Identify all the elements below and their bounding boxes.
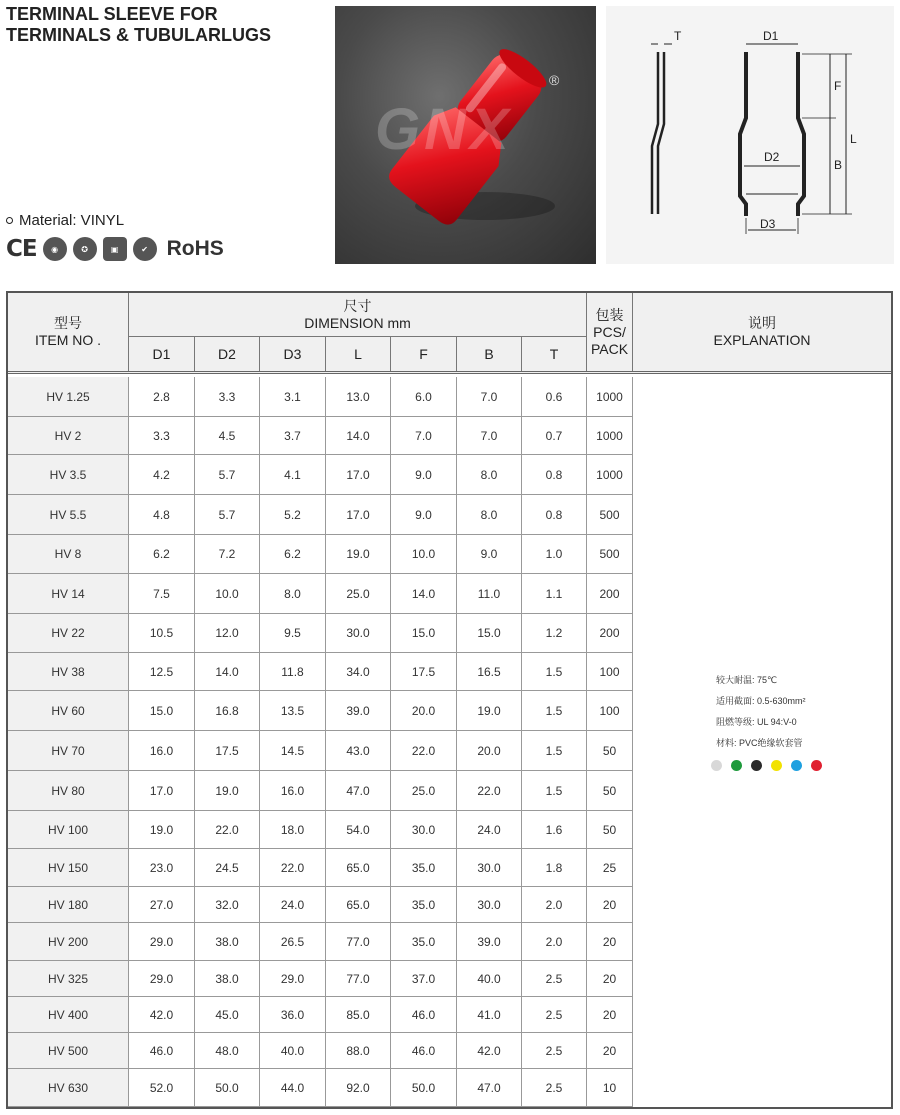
table-cell: 24.0: [260, 887, 326, 922]
table-cell: 14.5: [260, 731, 326, 770]
item-no-cell: HV 180: [8, 887, 129, 922]
table-cell: 1.5: [522, 691, 587, 730]
table-cell: 1.6: [522, 811, 587, 848]
table-row: [8, 731, 633, 771]
item-no-cell: HV 14: [8, 574, 129, 613]
table-cell: 39.0: [457, 923, 522, 960]
item-no-cell: HV 80: [8, 771, 129, 810]
table-cell: 13.5: [260, 691, 326, 730]
label-d2: D2: [764, 150, 780, 164]
item-no-cell: HV 150: [8, 849, 129, 886]
table-cell: 14.0: [195, 653, 260, 690]
table-cell: 30.0: [457, 849, 522, 886]
table-cell: 8.0: [457, 495, 522, 534]
item-no-cell: HV 5.5: [8, 495, 129, 534]
table-cell: 92.0: [326, 1069, 391, 1106]
table-cell: 15.0: [129, 691, 195, 730]
table-cell: 0.6: [522, 377, 587, 416]
label-d1: D1: [763, 29, 779, 43]
table-cell: 10: [587, 1069, 633, 1106]
table-cell: 36.0: [260, 997, 326, 1032]
table-cell: 9.5: [260, 614, 326, 652]
table-cell: 25: [587, 849, 633, 886]
table-cell: 14.0: [391, 574, 457, 613]
table-cell: 10.5: [129, 614, 195, 652]
table-cell: 9.0: [457, 535, 522, 573]
table-cell: 1.0: [522, 535, 587, 573]
table-cell: 2.8: [129, 377, 195, 416]
table-cell: 12.0: [195, 614, 260, 652]
color-swatch: [711, 760, 722, 771]
table-cell: 38.0: [195, 961, 260, 996]
certification-seal-icon: ✪: [73, 237, 97, 261]
table-cell: 2.5: [522, 1069, 587, 1106]
table-cell: 1.5: [522, 731, 587, 770]
table-cell: 0.8: [522, 495, 587, 534]
item-no-cell: HV 3.5: [8, 455, 129, 494]
table-cell: 7.5: [129, 574, 195, 613]
table-cell: 26.5: [260, 923, 326, 960]
item-no-cell: HV 22: [8, 614, 129, 652]
table-cell: 4.8: [129, 495, 195, 534]
explanation-line: 适用截面: 0.5-630mm²: [716, 696, 806, 706]
table-cell: 19.0: [195, 771, 260, 810]
table-cell: 100: [587, 691, 633, 730]
header-col-d2: D2: [195, 337, 260, 371]
table-cell: 3.3: [129, 417, 195, 454]
table-cell: 30.0: [326, 614, 391, 652]
table-cell: 38.0: [195, 923, 260, 960]
certification-logos: [6, 236, 224, 262]
color-swatch: [791, 760, 802, 771]
material-text: Material: VINYL: [19, 212, 125, 229]
table-cell: 3.7: [260, 417, 326, 454]
explanation-lines: [716, 670, 806, 754]
table-cell: 1.5: [522, 771, 587, 810]
table-cell: 17.5: [195, 731, 260, 770]
table-row: [8, 771, 633, 811]
table-row: [8, 1033, 633, 1069]
table-cell: 19.0: [326, 535, 391, 573]
table-cell: 5.2: [260, 495, 326, 534]
table-cell: 0.7: [522, 417, 587, 454]
color-swatch: [771, 760, 782, 771]
table-cell: 29.0: [260, 961, 326, 996]
table-cell: 47.0: [457, 1069, 522, 1106]
label-d3: D3: [760, 217, 776, 231]
table-row: [8, 574, 633, 614]
table-cell: 9.0: [391, 495, 457, 534]
table-cell: 6.2: [129, 535, 195, 573]
table-row: [8, 417, 633, 455]
table-cell: 16.0: [260, 771, 326, 810]
table-cell: 35.0: [391, 849, 457, 886]
table-cell: 47.0: [326, 771, 391, 810]
table-cell: 200: [587, 574, 633, 613]
table-cell: 77.0: [326, 961, 391, 996]
header-pack: 包装 PCS/ PACK: [587, 293, 633, 371]
table-cell: 46.0: [391, 1033, 457, 1068]
table-cell: 50: [587, 771, 633, 810]
table-row: [8, 811, 633, 849]
table-cell: 20.0: [391, 691, 457, 730]
table-row: [8, 455, 633, 495]
table-cell: 41.0: [457, 997, 522, 1032]
table-cell: 19.0: [457, 691, 522, 730]
table-cell: 43.0: [326, 731, 391, 770]
watermark: GNX: [375, 97, 513, 162]
table-row: [8, 1069, 633, 1107]
table-row: [8, 997, 633, 1033]
table-row: [8, 923, 633, 961]
table-cell: 48.0: [195, 1033, 260, 1068]
cqc-seal-icon: ▣: [103, 237, 127, 261]
explanation-line: 较大耐温: 75℃: [716, 675, 778, 685]
item-no-cell: HV 70: [8, 731, 129, 770]
table-cell: 20: [587, 961, 633, 996]
rohs-logo: RoHS: [166, 237, 224, 260]
table-cell: 39.0: [326, 691, 391, 730]
header-col-t: T: [522, 337, 587, 371]
table-cell: 15.0: [391, 614, 457, 652]
table-cell: 22.0: [391, 731, 457, 770]
header-col-d1: D1: [129, 337, 195, 371]
header-explanation: 说明 EXPLANATION: [713, 315, 811, 348]
table-cell: 4.1: [260, 455, 326, 494]
table-cell: 20: [587, 887, 633, 922]
table-cell: 4.2: [129, 455, 195, 494]
table-row: [8, 535, 633, 574]
table-cell: 25.0: [391, 771, 457, 810]
table-cell: 7.2: [195, 535, 260, 573]
table-cell: 1.2: [522, 614, 587, 652]
table-cell: 42.0: [129, 997, 195, 1032]
table-cell: 22.0: [457, 771, 522, 810]
table-cell: 40.0: [260, 1033, 326, 1068]
label-l: L: [850, 132, 857, 146]
table-cell: 200: [587, 614, 633, 652]
item-no-cell: HV 100: [8, 811, 129, 848]
table-cell: 8.0: [260, 574, 326, 613]
table-cell: 46.0: [391, 997, 457, 1032]
table-cell: 7.0: [457, 377, 522, 416]
item-no-cell: HV 400: [8, 997, 129, 1032]
table-cell: 29.0: [129, 961, 195, 996]
table-cell: 1000: [587, 377, 633, 416]
table-cell: 2.5: [522, 1033, 587, 1068]
page-title: [6, 4, 271, 46]
table-row: [8, 887, 633, 923]
table-cell: 16.5: [457, 653, 522, 690]
header-col-d3: D3: [260, 337, 326, 371]
table-cell: 25.0: [326, 574, 391, 613]
table-cell: 17.5: [391, 653, 457, 690]
table-cell: 12.5: [129, 653, 195, 690]
header-item: 型号 ITEM NO .: [8, 293, 129, 371]
item-no-cell: HV 8: [8, 535, 129, 573]
table-cell: 50: [587, 731, 633, 770]
item-no-cell: HV 1.25: [8, 377, 129, 416]
header-col-b: B: [457, 337, 522, 371]
table-cell: 19.0: [129, 811, 195, 848]
table-cell: 20: [587, 997, 633, 1032]
table-cell: 27.0: [129, 887, 195, 922]
color-swatch: [751, 760, 762, 771]
table-cell: 45.0: [195, 997, 260, 1032]
table-cell: 20.0: [457, 731, 522, 770]
table-cell: 6.0: [391, 377, 457, 416]
table-cell: 8.0: [457, 455, 522, 494]
table-row: [8, 961, 633, 997]
table-cell: 17.0: [326, 495, 391, 534]
item-no-cell: HV 200: [8, 923, 129, 960]
color-swatches: [711, 760, 822, 771]
sgs-seal-icon: ✔: [133, 237, 157, 261]
title-line-1: TERMINAL SLEEVE FOR: [6, 4, 218, 24]
table-cell: 10.0: [195, 574, 260, 613]
table-cell: 2.5: [522, 997, 587, 1032]
item-no-cell: HV 630: [8, 1069, 129, 1106]
ce-mark-icon: CE: [6, 236, 37, 262]
item-no-cell: HV 500: [8, 1033, 129, 1068]
table-cell: 35.0: [391, 887, 457, 922]
table-cell: 40.0: [457, 961, 522, 996]
table-cell: 3.3: [195, 377, 260, 416]
dimension-drawing: [606, 6, 894, 264]
table-cell: 0.8: [522, 455, 587, 494]
title-line-2: TERMINALS & TUBULARLUGS: [6, 25, 271, 45]
registered-mark: ®: [549, 72, 560, 88]
table-cell: 24.5: [195, 849, 260, 886]
table-cell: 52.0: [129, 1069, 195, 1106]
quality-seal-icon: ◉: [43, 237, 67, 261]
table-cell: 1000: [587, 455, 633, 494]
table-row: [8, 653, 633, 691]
table-cell: 65.0: [326, 887, 391, 922]
table-row: [8, 691, 633, 731]
table-cell: 5.7: [195, 495, 260, 534]
label-f: F: [834, 79, 842, 93]
material-line: [6, 212, 124, 229]
table-cell: 5.7: [195, 455, 260, 494]
table-cell: 35.0: [391, 923, 457, 960]
table-cell: 16.0: [129, 731, 195, 770]
table-cell: 500: [587, 495, 633, 534]
item-no-cell: HV 2: [8, 417, 129, 454]
table-cell: 30.0: [391, 811, 457, 848]
header-col-f: F: [391, 337, 457, 371]
table-cell: 24.0: [457, 811, 522, 848]
table-cell: 46.0: [129, 1033, 195, 1068]
table-cell: 11.8: [260, 653, 326, 690]
table-cell: 54.0: [326, 811, 391, 848]
table-cell: 32.0: [195, 887, 260, 922]
table-cell: 7.0: [457, 417, 522, 454]
table-cell: 2.5: [522, 961, 587, 996]
table-header: [8, 293, 891, 374]
table-cell: 85.0: [326, 997, 391, 1032]
table-cell: 7.0: [391, 417, 457, 454]
table-cell: 10.0: [391, 535, 457, 573]
table-row: [8, 614, 633, 653]
table-cell: 3.1: [260, 377, 326, 416]
color-swatch: [811, 760, 822, 771]
table-cell: 88.0: [326, 1033, 391, 1068]
header-col-l: L: [326, 337, 391, 371]
table-cell: 23.0: [129, 849, 195, 886]
table-cell: 37.0: [391, 961, 457, 996]
table-cell: 15.0: [457, 614, 522, 652]
table-cell: 34.0: [326, 653, 391, 690]
table-cell: 22.0: [260, 849, 326, 886]
table-cell: 65.0: [326, 849, 391, 886]
table-cell: 13.0: [326, 377, 391, 416]
table-row: [8, 377, 633, 417]
label-t: T: [674, 29, 682, 43]
table-cell: 17.0: [129, 771, 195, 810]
table-cell: 50.0: [391, 1069, 457, 1106]
table-cell: 29.0: [129, 923, 195, 960]
product-photo: [335, 6, 596, 264]
table-cell: 6.2: [260, 535, 326, 573]
item-no-cell: HV 38: [8, 653, 129, 690]
table-cell: 17.0: [326, 455, 391, 494]
sleeve-diagram: [606, 6, 894, 264]
table-cell: 18.0: [260, 811, 326, 848]
spec-table: [6, 291, 893, 1109]
item-no-cell: HV 60: [8, 691, 129, 730]
table-cell: 14.0: [326, 417, 391, 454]
color-swatch: [731, 760, 742, 771]
table-cell: 50.0: [195, 1069, 260, 1106]
table-cell: 42.0: [457, 1033, 522, 1068]
table-cell: 1.8: [522, 849, 587, 886]
table-cell: 20: [587, 923, 633, 960]
table-cell: 2.0: [522, 887, 587, 922]
label-b: B: [834, 158, 843, 172]
table-row: [8, 849, 633, 887]
table-cell: 4.5: [195, 417, 260, 454]
table-cell: 30.0: [457, 887, 522, 922]
header-dimension: 尺寸 DIMENSION mm: [129, 293, 587, 337]
explanation-cell: [633, 377, 891, 1107]
table-cell: 22.0: [195, 811, 260, 848]
table-cell: 9.0: [391, 455, 457, 494]
table-cell: 100: [587, 653, 633, 690]
explanation-line: 阻燃等级: UL 94:V-0: [716, 717, 797, 727]
table-cell: 1.5: [522, 653, 587, 690]
table-cell: 1.1: [522, 574, 587, 613]
table-cell: 11.0: [457, 574, 522, 613]
table-cell: 1000: [587, 417, 633, 454]
item-no-cell: HV 325: [8, 961, 129, 996]
table-cell: 50: [587, 811, 633, 848]
table-cell: 44.0: [260, 1069, 326, 1106]
bullet-icon: [6, 217, 13, 224]
table-cell: 500: [587, 535, 633, 573]
table-cell: 16.8: [195, 691, 260, 730]
table-cell: 2.0: [522, 923, 587, 960]
table-cell: 77.0: [326, 923, 391, 960]
explanation-line: 材料: PVC绝缘软套管: [716, 738, 803, 748]
table-row: [8, 495, 633, 535]
table-cell: 20: [587, 1033, 633, 1068]
